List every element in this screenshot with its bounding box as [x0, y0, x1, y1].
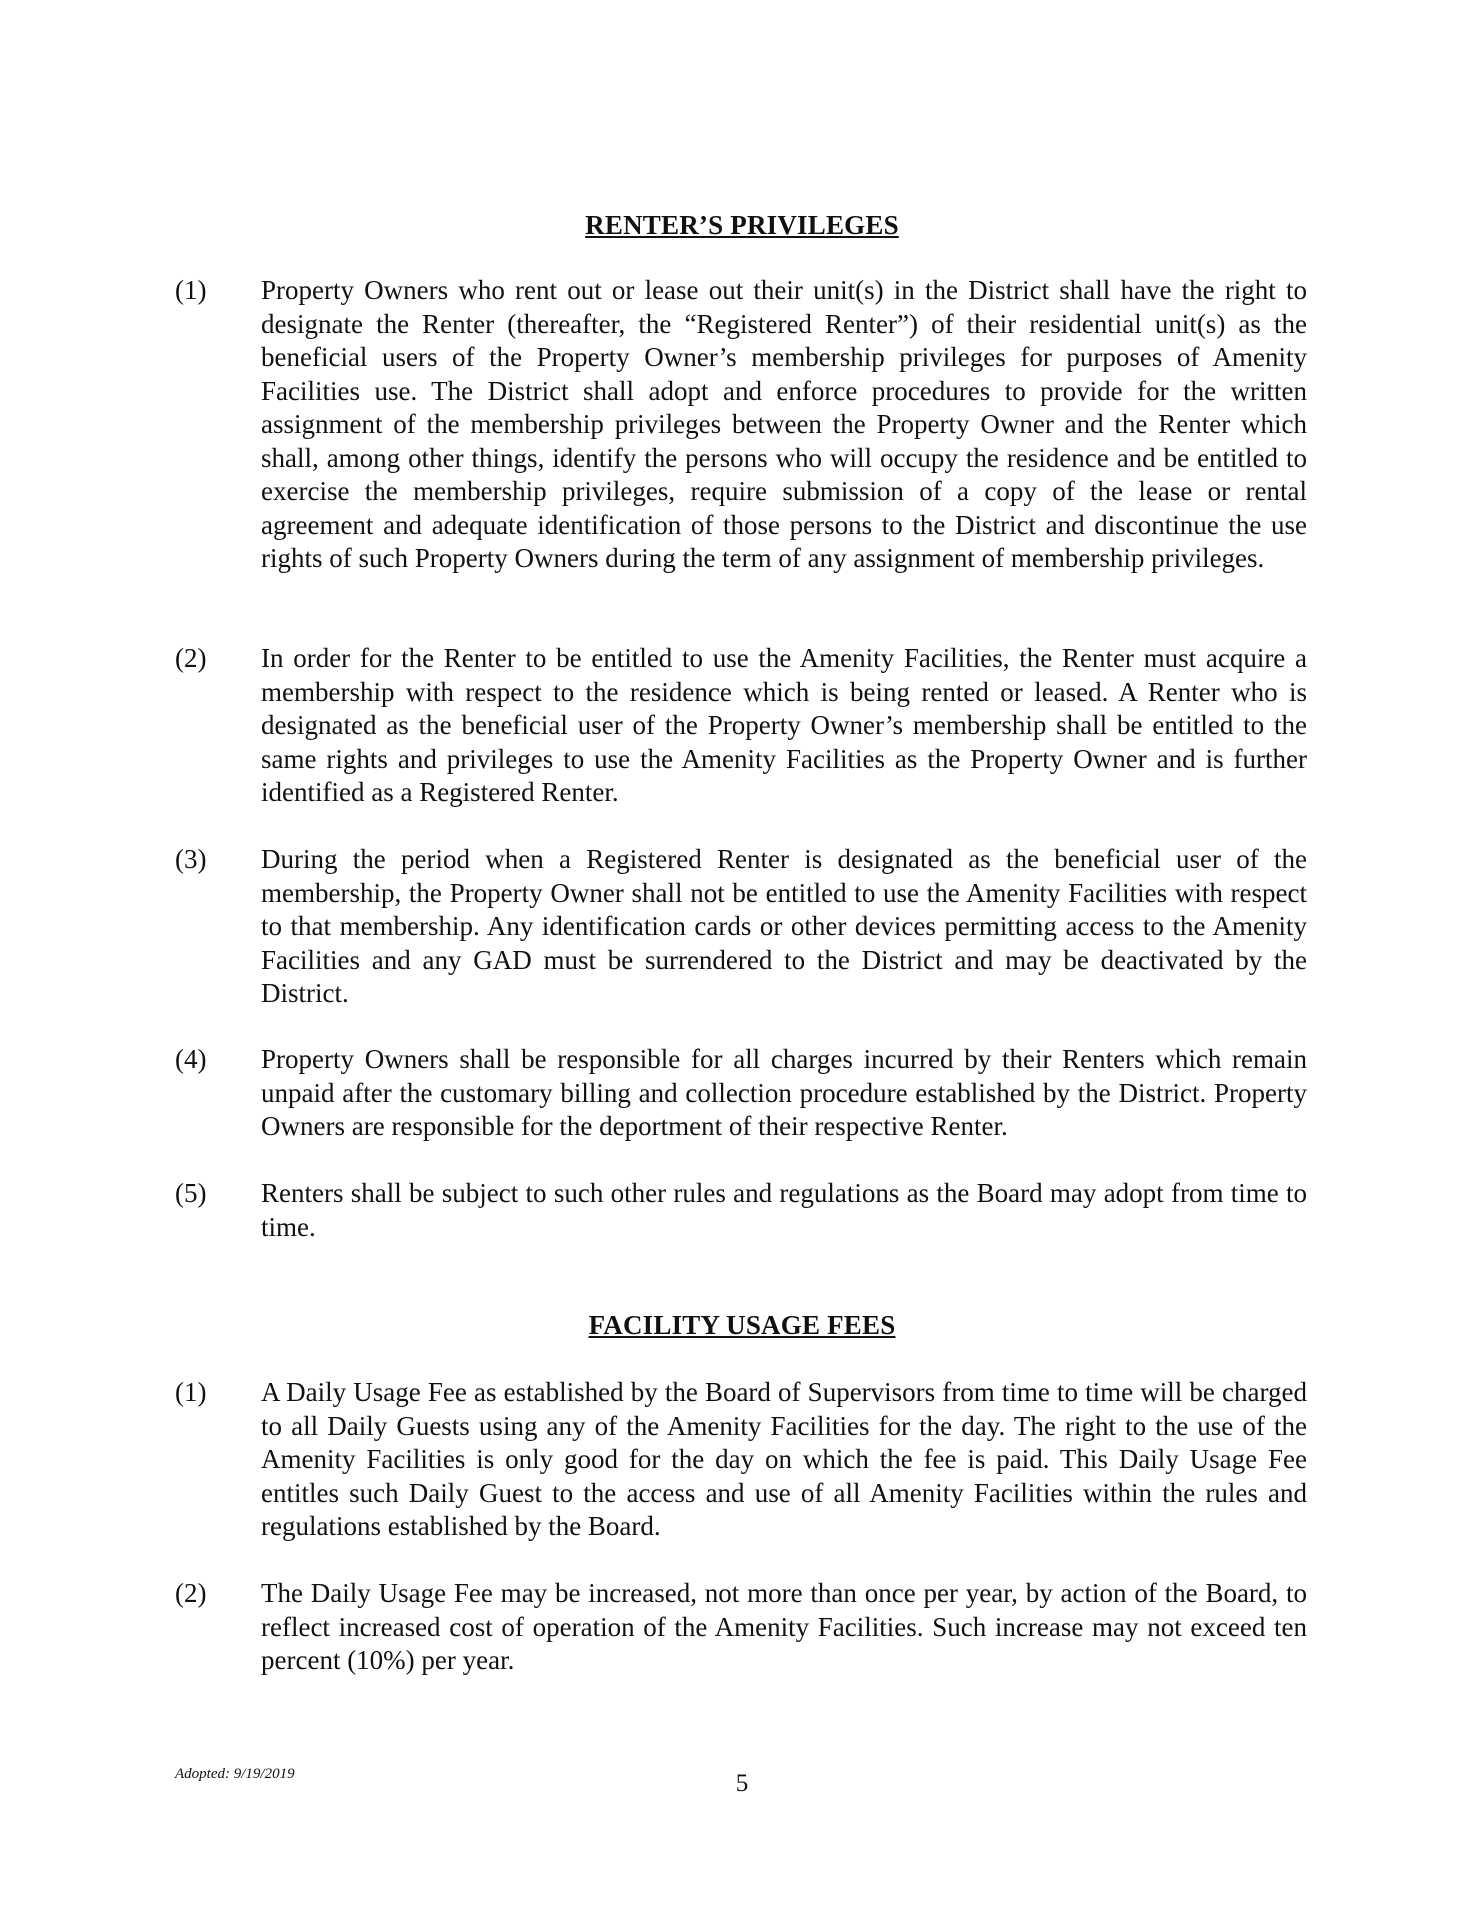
- item-text: The Daily Usage Fee may be increased, not more than once per year, by action of the Board, to reflect increased cost of operation of the Amenity Facilities. Such increase may not exceed ten percent (10%) per year.: [261, 1578, 1307, 1675]
- item-text: Renters shall be subject to such other rules and regulations as the Board may adopt from time to time.: [261, 1178, 1307, 1242]
- adopted-date: Adopted: 9/19/2019: [175, 1766, 295, 1782]
- item-text: Property Owners shall be responsible for all charges incurred by their Renters which remain unpaid after the customary billing and collection procedure established by the District. Property Owners are responsible for the deportment of their respective Renter.: [261, 1044, 1307, 1141]
- page-number: 5: [735, 1770, 749, 1797]
- section-title-renters-privileges: RENTER’S PRIVILEGES: [585, 210, 899, 240]
- item-number: (2): [175, 1578, 207, 1608]
- item-text: A Daily Usage Fee as established by the Board of Supervisors from time to time will be charged to all Daily Guests using any of the Amenity Facilities for the day. The right to the use of the Amenity Facilities is only good for the day on which the fee is paid. This Daily Usage Fee entitles such Daily Guest to the access and use of all Amenity Facilities within the rules and regulations established by the Board.: [261, 1377, 1307, 1541]
- item-number: (2): [175, 643, 207, 673]
- item-text: In order for the Renter to be entitled to use the Amenity Facilities, the Renter must acquire a membership with respect to the residence which is being rented or leased. A Renter who is designated as the beneficial user of the Property Owner’s membership shall be entitled to the same rights and privileges to use the Amenity Facilities as the Property Owner and is further identified as a Registered Renter.: [261, 643, 1307, 807]
- item-text: Property Owners who rent out or lease out their unit(s) in the District shall have the right to designate the Renter (thereafter, the “Registered Renter”) of their residential unit(s) as the beneficial users of the Property Owner’s membership privileges for purposes of Amenity Facilities use. The District shall adopt and enforce procedures to provide for the written assignment of the membership privileges between the Property Owner and the Renter which shall, among other things, identify the persons who will occupy the residence and be entitled to exercise the membership privileges, require submission of a copy of the lease or rental agreement and adequate identification of those persons to the District and discontinue the use rights of such Property Owners during the term of any assignment of membership privileges.: [261, 275, 1307, 573]
- item-number: (3): [175, 844, 207, 874]
- item-number: (5): [175, 1178, 207, 1208]
- item-number: (4): [175, 1044, 207, 1074]
- item-text: During the period when a Registered Renter is designated as the beneficial user of the membership, the Property Owner shall not be entitled to use the Amenity Facilities with respect to that membership. Any identification cards or other devices permitting access to the Amenity Facilities and any GAD must be surrendered to the District and may be deactivated by the District.: [261, 844, 1307, 1008]
- section-title-facility-usage-fees: FACILITY USAGE FEES: [588, 1310, 896, 1340]
- item-number: (1): [175, 275, 207, 305]
- item-number: (1): [175, 1377, 207, 1407]
